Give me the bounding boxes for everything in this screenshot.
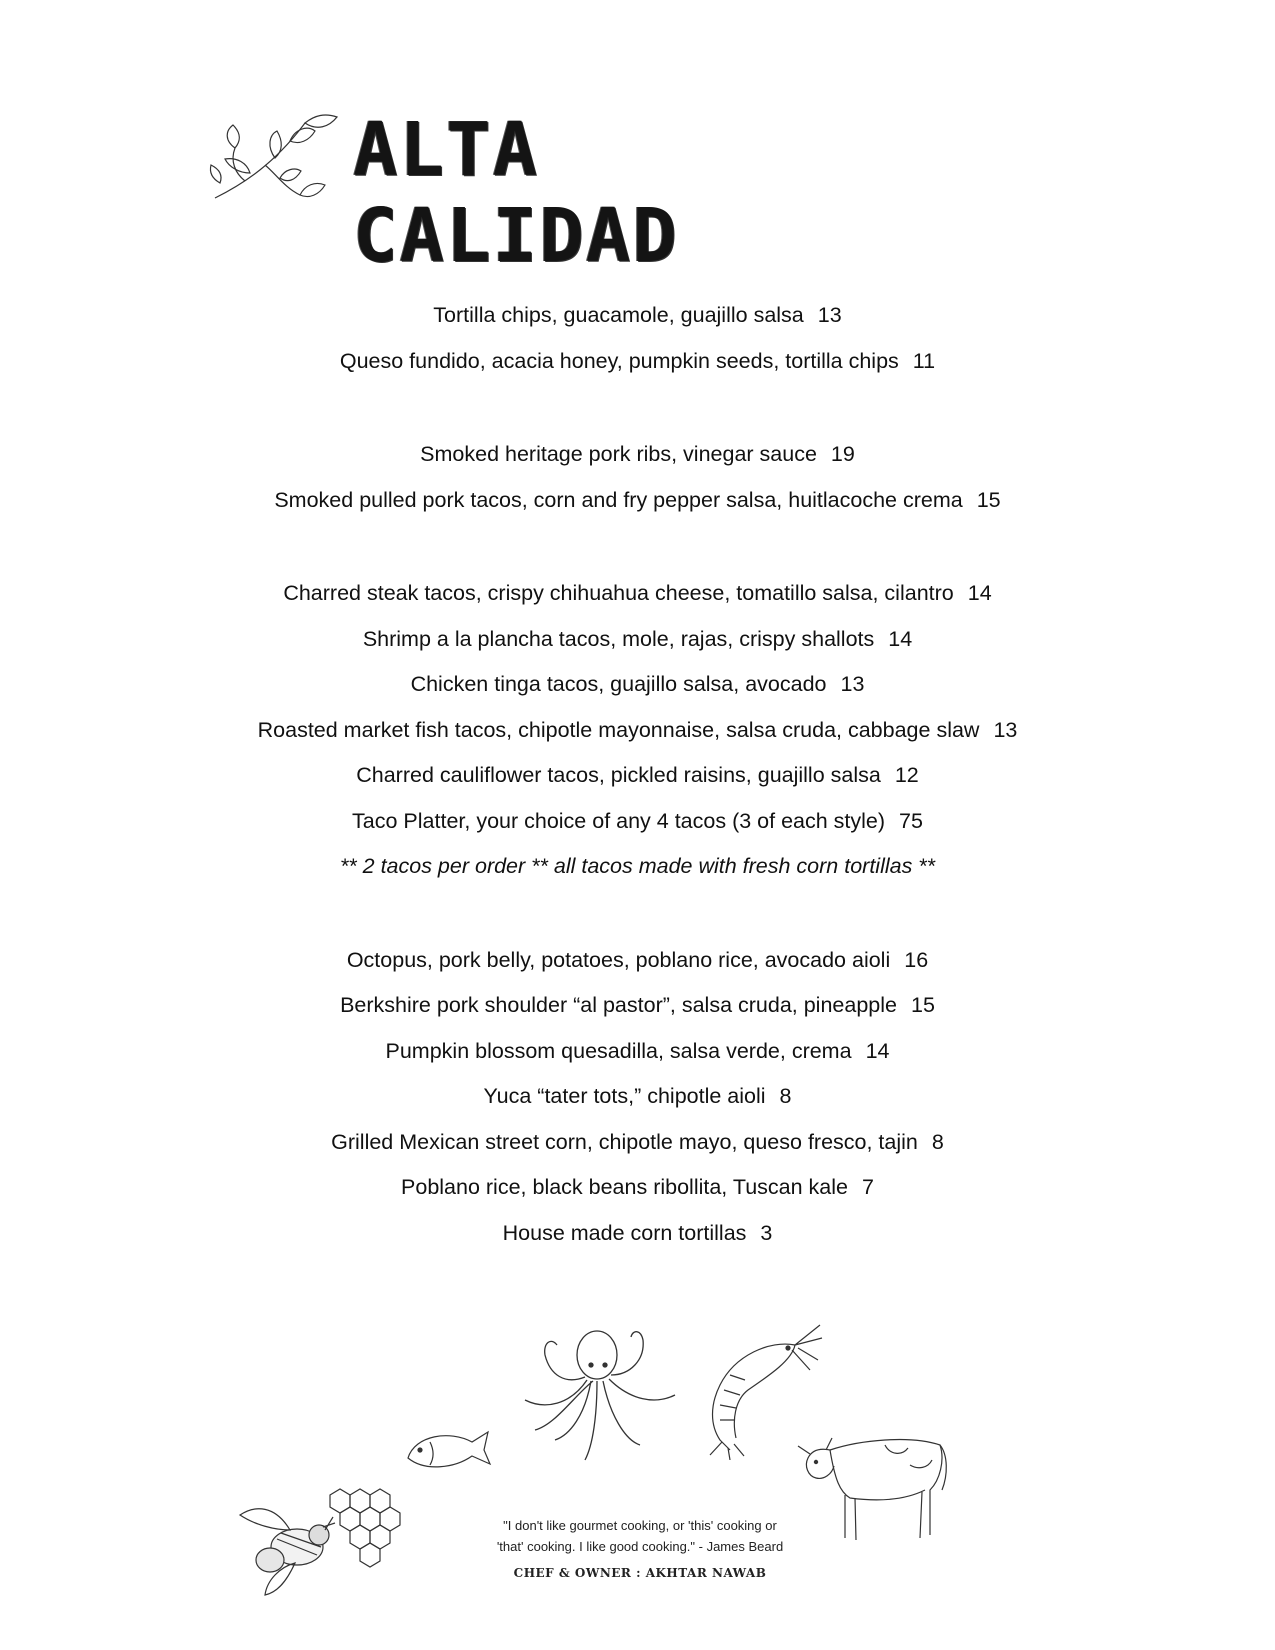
item-name: Queso fundido, acacia honey, pumpkin seeds, tortilla chips bbox=[339, 348, 899, 373]
menu-item bbox=[0, 1036, 1275, 1082]
menu-item bbox=[0, 806, 1275, 852]
item-name: Pumpkin blossom quesadilla, salsa verde, crema bbox=[385, 1038, 852, 1063]
quote-line: 'that' cooking. I like good cooking." - James Beard bbox=[496, 1539, 784, 1554]
bee-honeycomb-illustration bbox=[235, 1475, 410, 1600]
menu-item bbox=[0, 1172, 1275, 1218]
item-price: 15 bbox=[910, 993, 935, 1017]
item-price: 13 bbox=[840, 672, 865, 696]
item-price: 8 bbox=[779, 1084, 792, 1108]
menu-item bbox=[0, 715, 1275, 761]
section-gap bbox=[0, 530, 1275, 578]
item-name: Berkshire pork shoulder “al pastor”, salsa cruda, pineapple bbox=[340, 993, 897, 1017]
menu-item bbox=[0, 1218, 1275, 1264]
menu-list bbox=[0, 300, 1275, 1263]
header bbox=[205, 95, 905, 279]
menu-item bbox=[0, 760, 1275, 806]
item-name: Charred steak tacos, crispy chihuahua cheese, tomatillo salsa, cilantro bbox=[283, 581, 954, 605]
item-name: Charred cauliflower tacos, pickled raisins, guajillo salsa bbox=[356, 763, 881, 787]
item-name: Tortilla chips, guacamole, guajillo salsa bbox=[433, 303, 804, 327]
item-name: Chicken tinga tacos, guajillo salsa, avocado bbox=[410, 672, 827, 696]
item-price: 14 bbox=[967, 581, 992, 605]
item-name: Smoked heritage pork ribs, vinegar sauce bbox=[420, 442, 817, 466]
item-name: Yuca “tater tots,” chipotle aioli bbox=[483, 1084, 766, 1108]
menu-item bbox=[0, 485, 1275, 531]
menu-item bbox=[0, 439, 1275, 485]
item-price: 11 bbox=[912, 348, 936, 373]
menu-item bbox=[0, 300, 1275, 346]
item-price: 8 bbox=[931, 1129, 944, 1154]
item-price: 13 bbox=[993, 717, 1018, 742]
item-name: Shrimp a la plancha tacos, mole, rajas, crispy shallots bbox=[362, 626, 875, 651]
menu-item bbox=[0, 669, 1275, 715]
menu-item bbox=[0, 624, 1275, 670]
chef-owner-credit: CHEF & OWNER : AKHTAR NAWAB bbox=[513, 1566, 767, 1580]
item-price: 15 bbox=[976, 487, 1001, 512]
item-name: Grilled Mexican street corn, chipotle mayo, queso fresco, tajin bbox=[331, 1129, 918, 1154]
section-gap bbox=[0, 897, 1275, 945]
james-beard-quote bbox=[440, 1515, 840, 1557]
menu-item bbox=[0, 346, 1275, 392]
item-price: 19 bbox=[830, 442, 855, 466]
quote-line: "I don't like gourmet cooking, or 'this' cooking or bbox=[503, 1518, 777, 1533]
octopus-illustration bbox=[515, 1315, 680, 1465]
restaurant-title: ALTA CALIDAD bbox=[353, 107, 679, 279]
item-price: 7 bbox=[862, 1175, 874, 1199]
taco-note: ** 2 tacos per order ** all tacos made with fresh corn tortillas ** bbox=[339, 854, 936, 878]
item-price: 16 bbox=[904, 947, 929, 972]
item-name: Smoked pulled pork tacos, corn and fry pepper salsa, huitlacoche crema bbox=[274, 487, 963, 512]
menu-item bbox=[0, 990, 1275, 1036]
item-price: 75 bbox=[899, 808, 923, 833]
item-name: Taco Platter, your choice of any 4 tacos (3 of each style) bbox=[352, 808, 886, 833]
item-name: Octopus, pork belly, potatoes, poblano rice, avocado aioli bbox=[346, 947, 891, 972]
menu-item bbox=[0, 578, 1275, 624]
item-price: 12 bbox=[894, 763, 919, 787]
item-name: Poblano rice, black beans ribollita, Tuscan kale bbox=[401, 1175, 848, 1199]
section-gap bbox=[0, 391, 1275, 439]
menu-item bbox=[0, 1081, 1275, 1127]
menu-item bbox=[0, 1127, 1275, 1173]
item-price: 14 bbox=[888, 626, 913, 651]
item-name: House made corn tortillas bbox=[502, 1220, 747, 1245]
item-name: Roasted market fish tacos, chipotle mayonnaise, salsa cruda, cabbage slaw bbox=[257, 717, 980, 742]
item-price: 3 bbox=[760, 1220, 773, 1245]
item-price: 13 bbox=[817, 303, 842, 327]
menu-item bbox=[0, 945, 1275, 991]
item-price: 14 bbox=[865, 1038, 890, 1063]
fish-illustration bbox=[400, 1420, 492, 1475]
plant-sprig-illustration bbox=[205, 103, 345, 203]
